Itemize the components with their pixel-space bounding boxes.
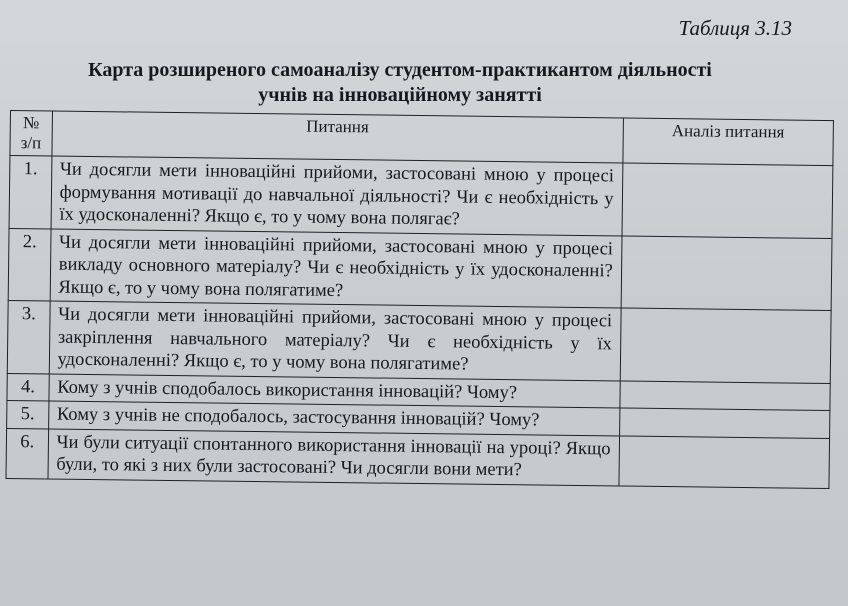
row-analysis [619, 408, 830, 438]
row-number: 1. [9, 156, 52, 229]
row-question: Чи досягли мети інноваційні прийоми, застосовані мною у процесі формування мотивації до навчальної діяльності? Чи є необхідність у їх удосконаленні? Якщо є, то у чому вона полягає? [51, 156, 623, 235]
row-analysis [620, 380, 831, 410]
row-number: 5. [7, 400, 49, 428]
row-number: 2. [8, 228, 51, 301]
row-number: 6. [6, 428, 48, 479]
header-number-symbol: № [22, 113, 40, 133]
row-question: Чи досягли мети інноваційні прийоми, застосовані мною у процесі викладу основного матеріалу? Чи є необхідність у їх удосконаленні? Якщо є, то у чому вона полягатиме? [50, 229, 622, 308]
document-title [0, 58, 800, 108]
row-number: 3. [7, 300, 50, 373]
row-question: Чи досягли мети інноваційні прийоми, застосовані мною у процесі закріплення навчального матеріалу? Чи є необхідність у їх удосконаленні? Якщо є, то у чому вона полягатиме? [49, 301, 621, 380]
row-analysis [620, 308, 831, 383]
row-analysis [622, 163, 833, 238]
table-row [8, 228, 832, 311]
row-analysis [619, 435, 830, 488]
self-analysis-table [5, 110, 833, 489]
table-row [6, 428, 830, 488]
table-row [7, 300, 831, 383]
row-question: Кому з учнів не сподобалось, застосування інновацій? Чому? [48, 401, 619, 435]
title-line-1: Карта розширеного самоаналізу студентом-практикантом діяльності [88, 59, 712, 81]
row-number: 4. [7, 373, 49, 401]
table-label: Таблиця 3.13 [678, 16, 792, 40]
row-question: Кому з учнів сподобалось використання інновацій? Чому? [49, 373, 620, 407]
header-number [10, 111, 52, 157]
title-line-2: учнів на інноваційному занятті [258, 84, 542, 106]
table-row [9, 156, 833, 239]
row-analysis [621, 235, 832, 310]
header-analysis: Аналіз питання [623, 118, 834, 166]
header-number-abbrev: з/п [20, 133, 42, 153]
header-question: Питання [52, 111, 624, 163]
row-question: Чи були ситуації спонтанного використання інновації на уроці? Якщо були, то які з них були застосовані? Чи досягли вони мети? [48, 428, 620, 485]
